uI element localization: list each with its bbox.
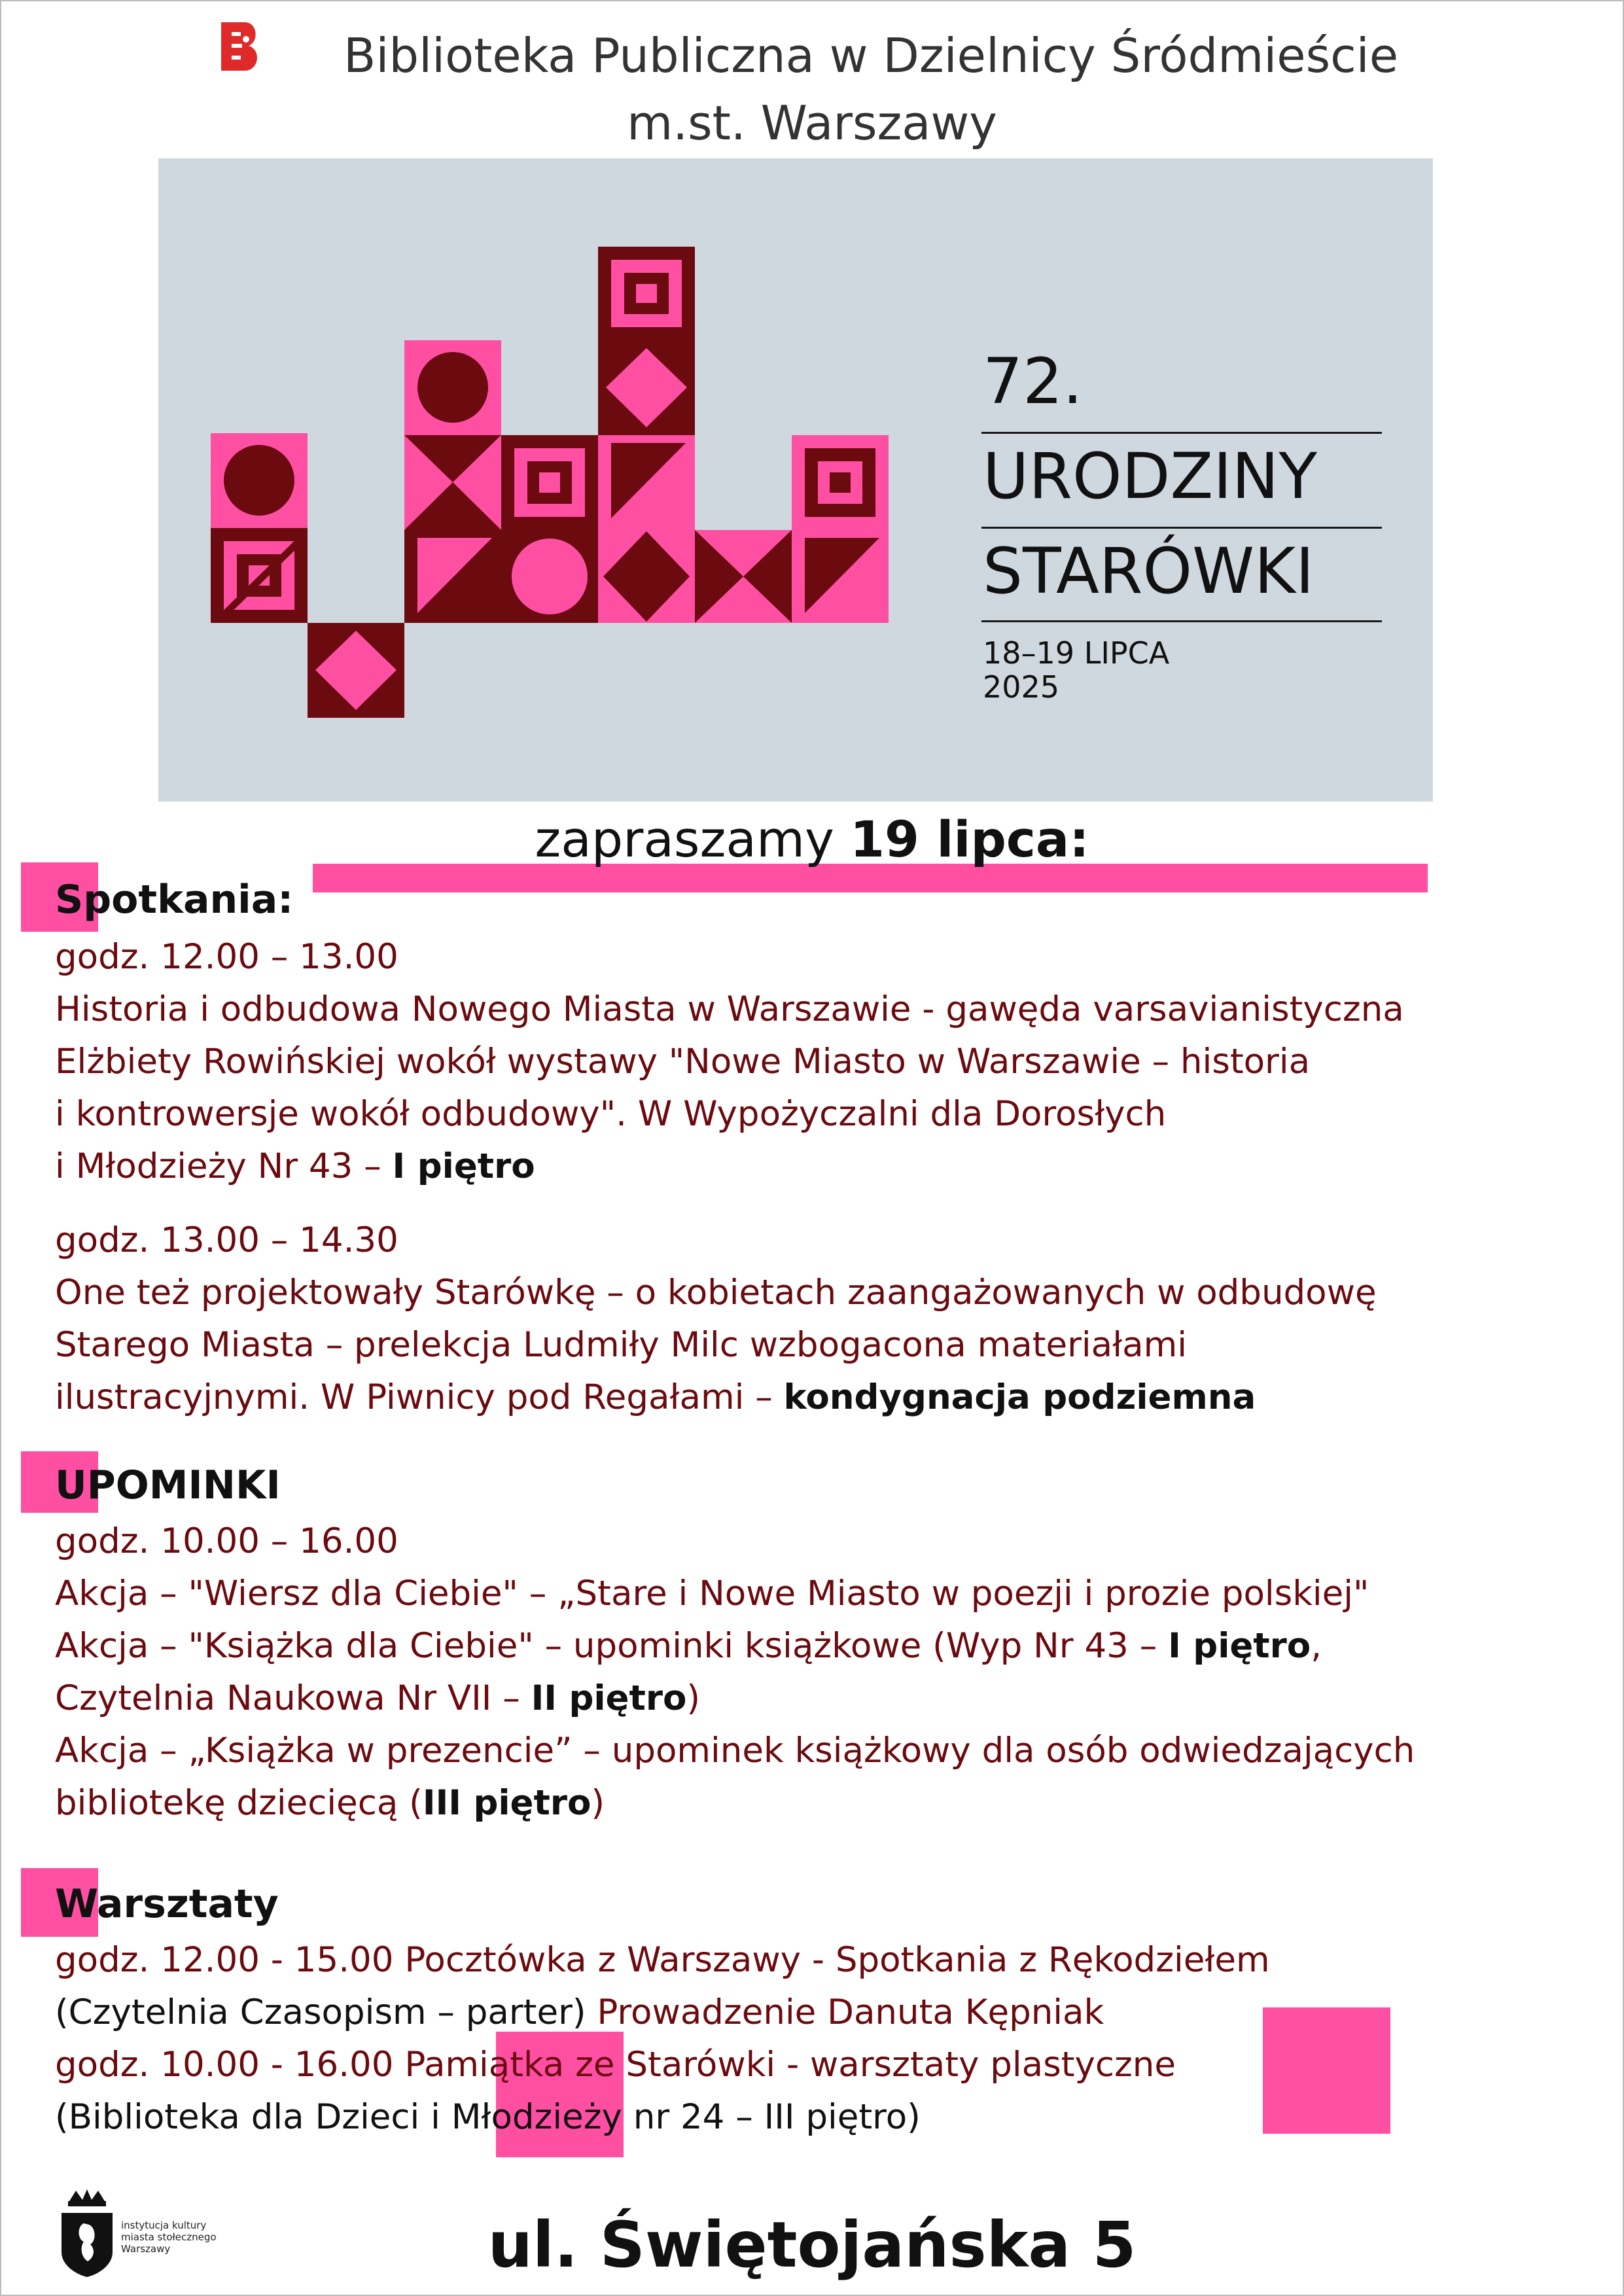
warsztat2-place: (Biblioteka dla Dzieci i Młodzieży nr 24 – III piętro) <box>55 2097 921 2137</box>
section-title-spotkania: Spotkania: <box>55 877 294 923</box>
upominki-line3 <box>55 1678 700 1718</box>
anniversary-number: 72. <box>983 345 1083 418</box>
event1-time: godz. 12.00 – 13.00 <box>55 937 398 977</box>
event2-line3-text: ilustracyjnymi. W Piwnicy pod Regałami – <box>55 1377 784 1417</box>
warsztat1-title: Pocztówka z Warszawy - Spotkania z Rękodziełem <box>404 1940 1270 1980</box>
warsztat1-time: godz. 12.00 - 15.00 <box>55 1940 405 1980</box>
event2-time: godz. 13.00 – 14.30 <box>55 1220 398 1260</box>
address: ul. Świętojańska 5 <box>487 2208 1137 2282</box>
event1-line3: i kontrowersje wokół odbudowy". W Wypożyczalni dla Dorosłych <box>55 1094 1167 1134</box>
banner-date-days: 18–19 LIPCA <box>983 635 1170 671</box>
upominki-line2 <box>55 1626 1322 1666</box>
banner-rule <box>981 527 1382 529</box>
section-title-upominki: UPOMINKI <box>55 1462 281 1508</box>
upominki-time: godz. 10.00 – 16.00 <box>55 1521 398 1561</box>
event1-line2: Elżbiety Rowińskiej wokół wystawy "Nowe Miasto w Warszawie – historia <box>55 1042 1311 1082</box>
warsztat2-line1 <box>55 2045 1176 2085</box>
event1-line4 <box>55 1146 535 1186</box>
invite-heading <box>0 810 1624 868</box>
warsztat2-title: Pamiątka ze Starówki - warsztaty plastyczne <box>404 2045 1176 2085</box>
upominki-line5-floor: III piętro <box>422 1783 591 1823</box>
invite-date: 19 lipca: <box>850 810 1089 868</box>
upominki-line3-floor: II piętro <box>531 1678 687 1718</box>
event2-line2: Starego Miasta – prelekcja Ludmiły Milc wzbogacona materiałami <box>55 1325 1187 1365</box>
warsztat1-place: (Czytelnia Czasopism – parter) <box>55 1992 597 2032</box>
warsztat1-lead: Prowadzenie Danuta Kępniak <box>597 1992 1104 2032</box>
upominki-line4: Akcja – „Książka w prezencie” – upominek książkowy dla osób odwiedzających <box>55 1731 1415 1771</box>
decorative-pink-square <box>1263 2007 1390 2134</box>
upominki-line5-text: bibliotekę dziecięcą ( <box>55 1783 423 1823</box>
event2-line1: One też projektowały Starówkę – o kobietach zaangażowanych w odbudowę <box>55 1273 1377 1313</box>
banner-dates <box>983 636 1388 704</box>
upominki-line5 <box>55 1783 605 1823</box>
upominki-line2-floor: I piętro <box>1168 1626 1311 1666</box>
banner-word-urodziny: URODZINY <box>983 440 1317 513</box>
event1-line4-text: i Młodzieży Nr 43 – <box>55 1146 393 1186</box>
warsztat1-line2 <box>55 1992 1104 2032</box>
upominki-line3-text: Czytelnia Naukowa Nr VII – <box>55 1678 531 1718</box>
event1-line1: Historia i odbudowa Nowego Miasta w Warszawie - gawęda varsavianistyczna <box>55 989 1404 1029</box>
event-banner <box>158 158 1433 802</box>
banner-rule <box>981 620 1382 622</box>
upominki-line3-end: ) <box>686 1678 701 1718</box>
footer-institution-text: instytucja kultury miasta stołecznego Warszawy <box>121 2219 217 2255</box>
warsztat1-line1 <box>55 1940 1270 1980</box>
upominki-line2-end: , <box>1311 1626 1322 1666</box>
banner-date-year: 2025 <box>983 669 1060 705</box>
library-name-line2: m.st. Warszawy <box>627 96 997 150</box>
banner-word-starowki: STARÓWKI <box>983 535 1315 608</box>
event2-floor: kondygnacja podziemna <box>783 1377 1256 1417</box>
event1-floor: I piętro <box>392 1146 535 1186</box>
upominki-line5-end: ) <box>591 1783 605 1823</box>
invite-prefix: zapraszamy <box>535 810 851 868</box>
section-title-warsztaty: Warsztaty <box>55 1881 279 1927</box>
upominki-line2-text: Akcja – "Książka dla Ciebie" – upominki książkowe (Wyp Nr 43 – <box>55 1626 1169 1666</box>
warsztat2-time: godz. 10.00 - 16.00 <box>55 2045 405 2085</box>
banner-rule <box>981 432 1382 434</box>
upominki-line1: Akcja – "Wiersz dla Ciebie" – „Stare i Nowe Miasto w poezji i prozie polskiej" <box>55 1574 1369 1614</box>
library-name-line1: Biblioteka Publiczna w Dzielnicy Śródmieście <box>344 28 1398 83</box>
event2-line3 <box>55 1377 1256 1417</box>
